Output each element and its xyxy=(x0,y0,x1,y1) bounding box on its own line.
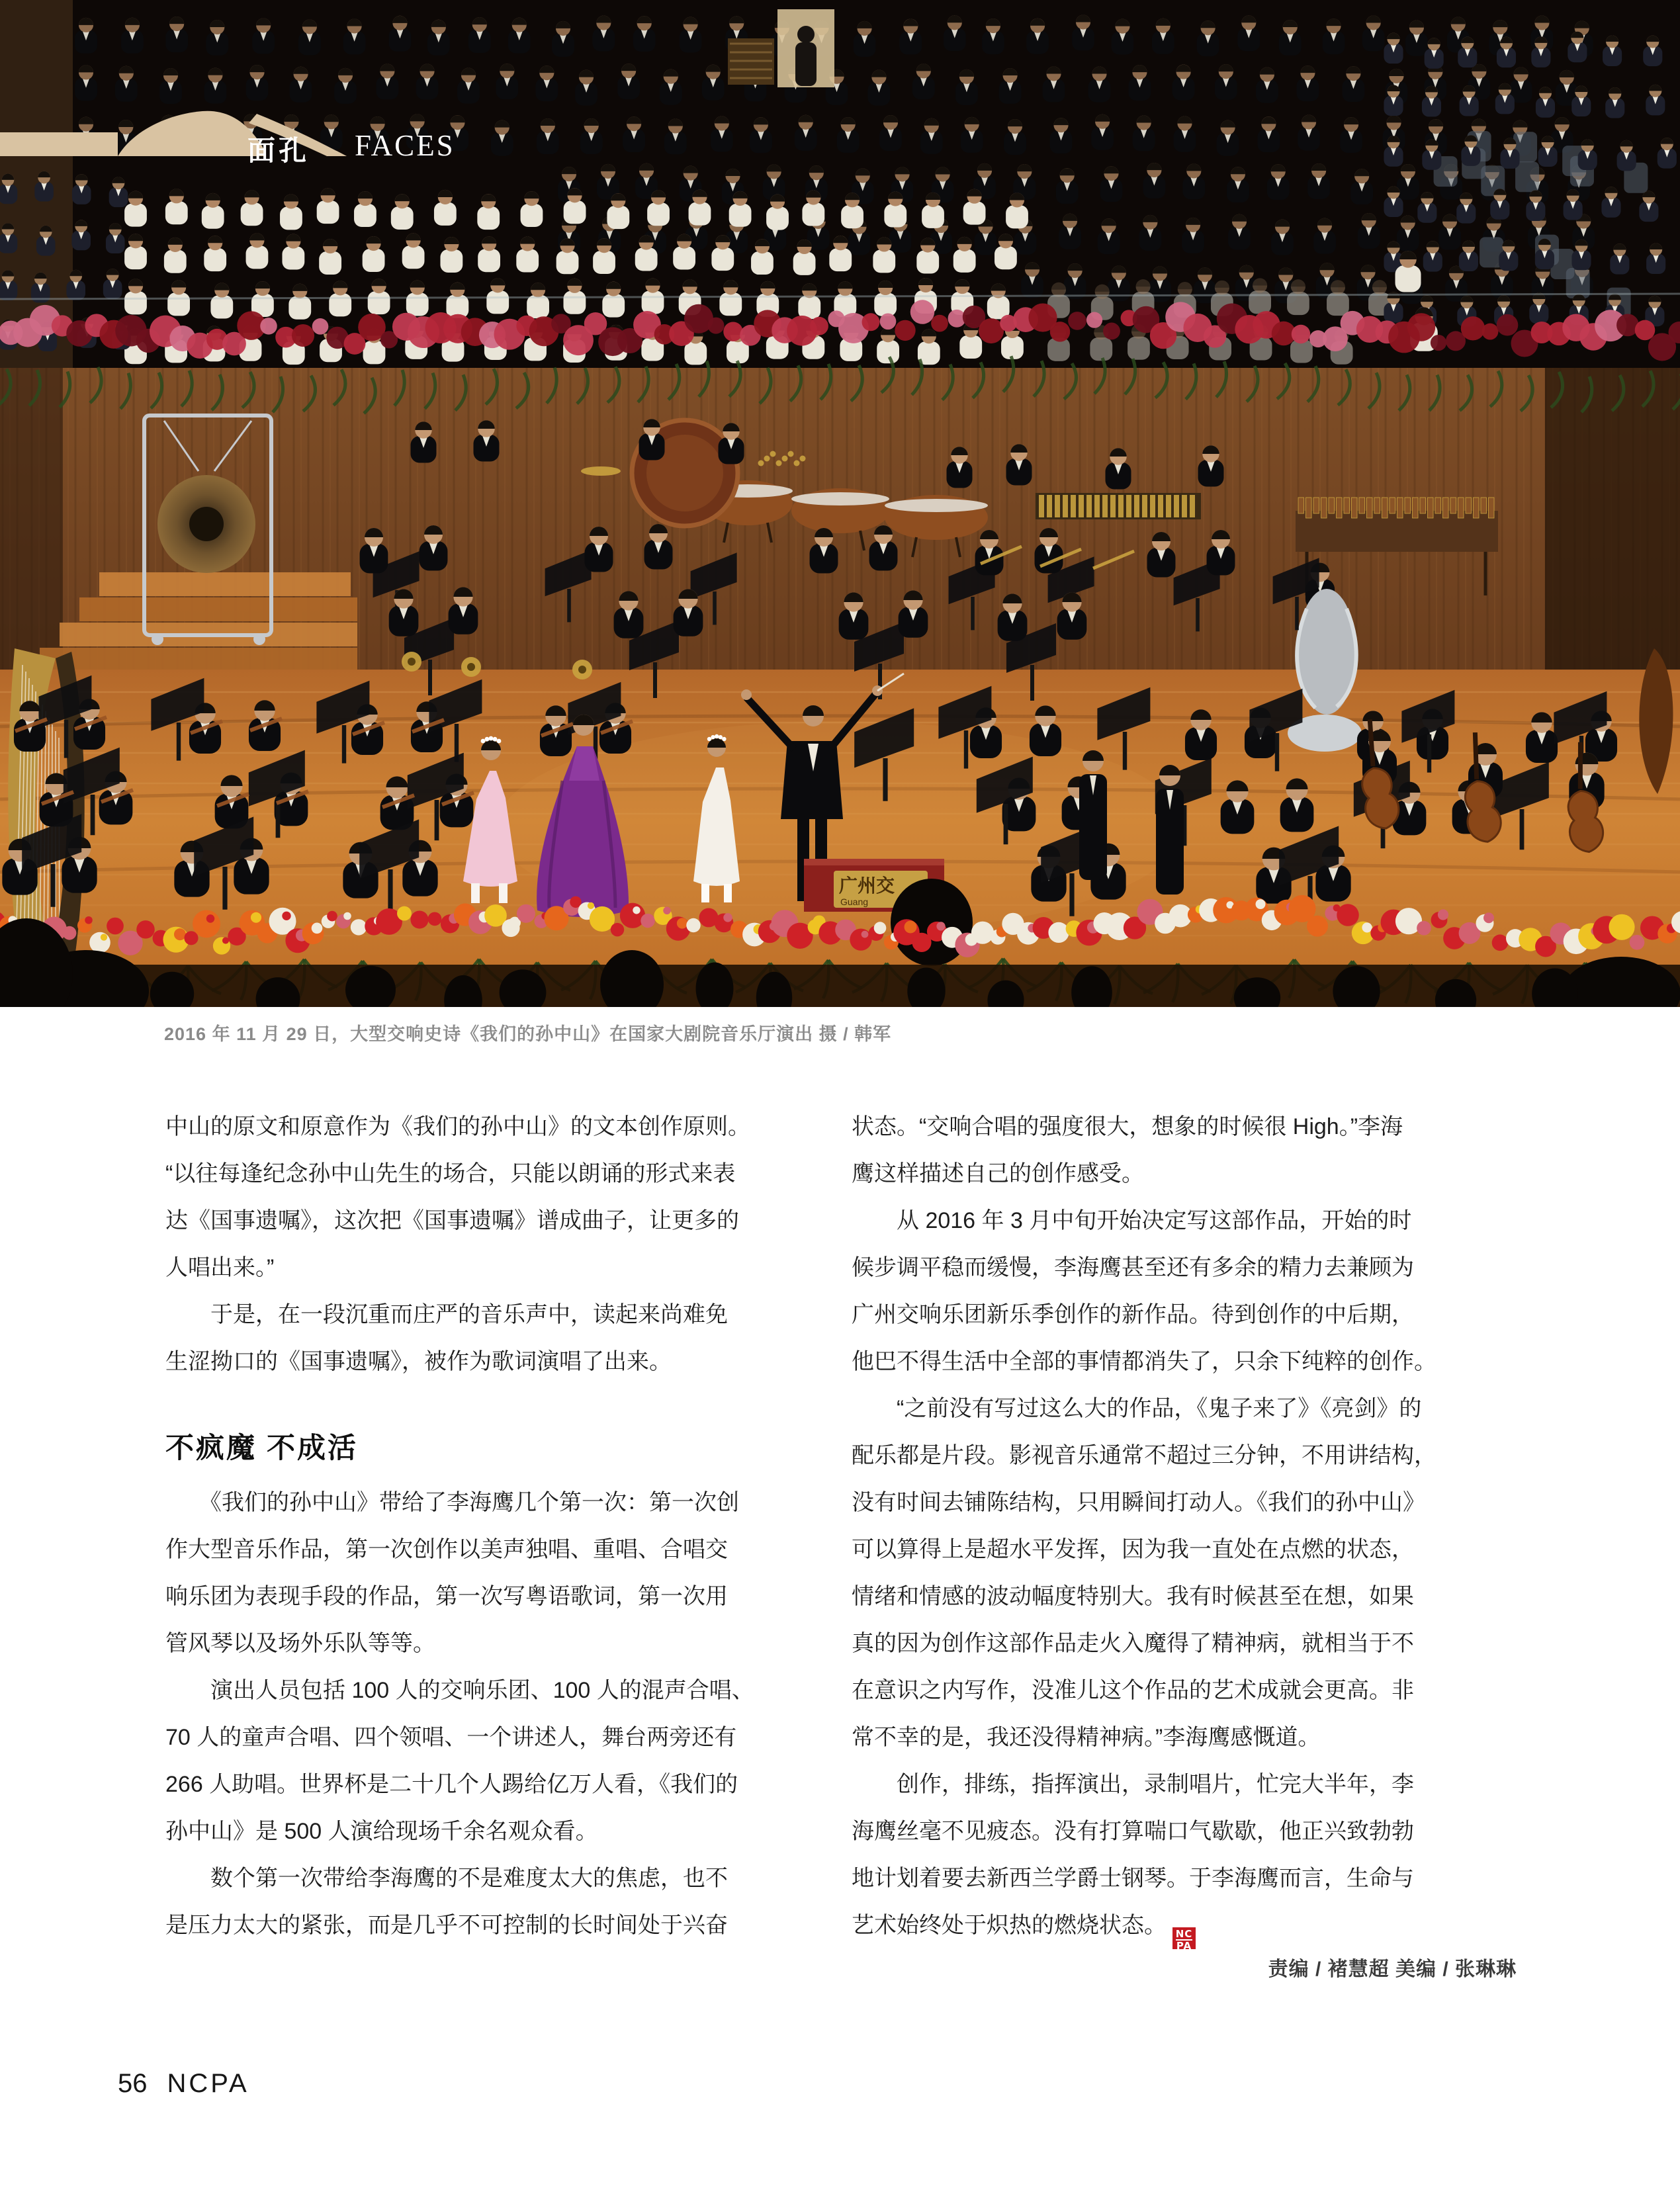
article-column-right xyxy=(852,1104,1517,1986)
text-line: 人唱出来。” xyxy=(165,1255,275,1280)
page-footer xyxy=(118,2068,249,2099)
text-line: 数个第一次带给李海鹰的不是难度太大的焦虑，也不 xyxy=(165,1866,728,1891)
text-line: 他巴不得生活中全部的事情都消失了，只余下纯粹的创作。 xyxy=(852,1349,1437,1374)
text-line: “之前没有写过这么大的作品，《鬼子来了》《亮剑》的 xyxy=(852,1396,1422,1421)
text-line: 266 人助唱。世界杯是二十几个人踢给亿万人看，《我们的 xyxy=(165,1772,738,1797)
article-column-left xyxy=(165,1104,820,1949)
text-line: 地计划着要去新西兰学爵士钢琴。于李海鹰而言，生命与 xyxy=(852,1866,1414,1891)
paragraph-block xyxy=(852,1104,1517,1949)
text-line: 创作，排练，指挥演出，录制唱片，忙完大半年，李 xyxy=(852,1772,1414,1797)
photo-caption: 2016 年 11 月 29 日，大型交响史诗《我们的孙中山》在国家大剧院音乐厅演出 摄 / 韩军 xyxy=(164,1024,892,1044)
section-title-en: FACES xyxy=(355,129,455,162)
text-line: 艺术始终处于炽热的燃烧状态。 $\frac{NC}{PA}$ xyxy=(852,1902,1517,1949)
text-line: 演出人员包括 100 人的交响乐团、100 人的混声合唱、 xyxy=(165,1678,754,1703)
text-line: 海鹰丝毫不见疲态。没有打算喘口气歇歇，他正兴致勃勃 xyxy=(852,1819,1414,1844)
text-line: 是压力太大的紧张，而是几乎不可控制的长时间处于兴奋 xyxy=(165,1913,728,1938)
text-line: “以往每逢纪念孙中山先生的场合，只能以朗诵的形式来表 xyxy=(165,1161,736,1186)
text-line: 孙中山》是 500 人演给现场千余名观众看。 xyxy=(165,1819,598,1844)
page-number: 56 xyxy=(118,2069,148,2098)
text-line: 生涩拗口的《国事遗嘱》，被作为歌词演唱了出来。 xyxy=(165,1349,672,1374)
magazine-brand: NCPA xyxy=(167,2069,249,2098)
text-line: 状态。“交响合唱的强度很大，想象的时候很 High。”李海 xyxy=(852,1114,1403,1139)
section-title-cn: 面孔 xyxy=(247,135,310,166)
section-heading: 不疯魔 不成活 xyxy=(165,1432,358,1464)
ncpa-end-mark: $\frac{NC}{PA}$ xyxy=(1172,1927,1196,1950)
text-line: 在意识之内写作，没准儿这个作品的艺术成就会更高。非 xyxy=(852,1678,1414,1703)
paragraph-block xyxy=(165,1479,820,1949)
text-line: 没有时间去铺陈结构，只用瞬间打动人。《我们的孙中山》 xyxy=(852,1490,1425,1515)
text-line: 常不幸的是，我还没得精神病。”李海鹰感慨道。 xyxy=(852,1725,1321,1750)
text-line: 作大型音乐作品，第一次创作以美声独唱、重唱、合唱交 xyxy=(165,1537,728,1562)
masthead-sail-shape xyxy=(118,111,266,156)
editor-credit: 责编 / 褚慧超 美编 / 张琳琳 xyxy=(1268,1958,1517,1980)
svg-text:Guang: Guang xyxy=(840,897,869,907)
text-line: 真的因为创作这部作品走火入魔得了精神病，就相当于不 xyxy=(852,1631,1414,1656)
text-line: 中山的原文和原意作为《我们的孙中山》的文本创作原则。 xyxy=(165,1114,750,1139)
text-line: 70 人的童声合唱、四个领唱、一个讲述人，舞台两旁还有 xyxy=(165,1725,737,1750)
text-line: 管风琴以及场外乐队等等。 xyxy=(165,1631,435,1656)
text-line: 《我们的孙中山》带给了李海鹰几个第一次：第一次创 xyxy=(165,1490,739,1515)
text-line: 配乐都是片段。影视音乐通常不超过三分钟，不用讲结构， xyxy=(852,1443,1437,1468)
svg-text:广州交: 广州交 xyxy=(839,875,895,896)
text-line: 鹰这样描述自己的创作感受。 xyxy=(852,1161,1144,1186)
masthead-bar xyxy=(0,132,118,156)
text-line: 广州交响乐团新乐季创作的新作品。待到创作的中后期， xyxy=(852,1302,1414,1327)
text-line: 响乐团为表现手段的作品，第一次写粤语歌词，第一次用 xyxy=(165,1584,728,1609)
text-line: 可以算得上是超水平发挥，因为我一直处在点燃的状态， xyxy=(852,1537,1414,1562)
text-line: 候步调平稳而缓慢，李海鹰甚至还有多余的精力去兼顾为 xyxy=(852,1255,1414,1280)
text-line: 从 2016 年 3 月中旬开始决定写这部作品，开始的时 xyxy=(852,1208,1412,1233)
text-line: 达《国事遗嘱》，这次把《国事遗嘱》谱成曲子，让更多的 xyxy=(165,1208,739,1233)
text-line: 情绪和情感的波动幅度特别大。我有时候甚至在想，如果 xyxy=(852,1584,1414,1609)
text-line: 于是，在一段沉重而庄严的音乐声中，读起来尚难免 xyxy=(165,1302,728,1327)
paragraph-block xyxy=(165,1104,820,1385)
